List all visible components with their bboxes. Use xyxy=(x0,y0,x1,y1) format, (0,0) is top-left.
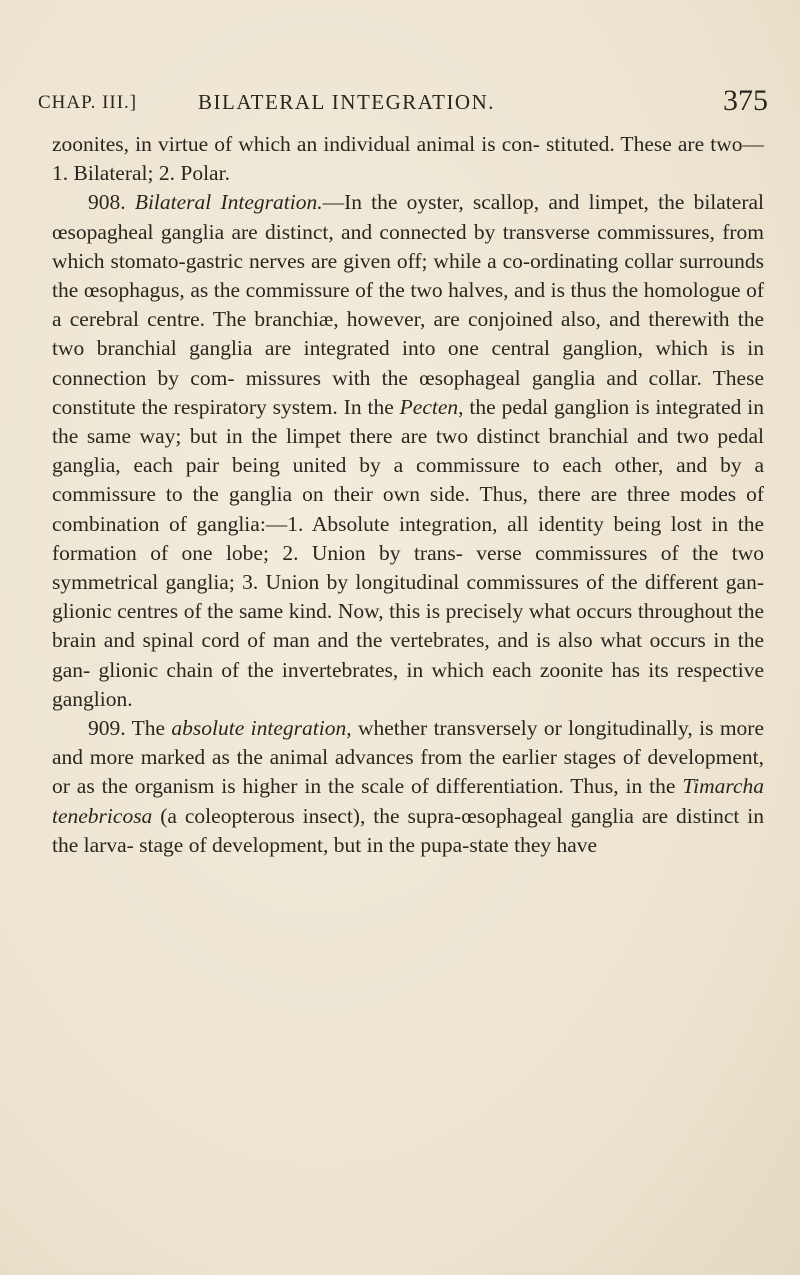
paragraph-908 xyxy=(52,188,764,714)
paragraph-text: , whether transversely or longitudinally, is more and more marked as the animal advances from the earlier stages of development, or as the organism is higher in the scale of differentiation. Thus, in the xyxy=(52,716,764,799)
paragraph-text: The xyxy=(125,716,172,741)
species-name: Timarcha tenebricosa xyxy=(52,774,764,828)
chapter-label: CHAP. III.] xyxy=(38,92,138,113)
body-text xyxy=(52,130,764,860)
continuation-text: zoonites, in virtue of which an individual animal is con- stituted. These are two—1. Bilateral; 2. Polar. xyxy=(52,132,764,186)
running-title: BILATERAL INTEGRATION. xyxy=(198,90,496,114)
genus-name: Pecten xyxy=(399,394,459,419)
section-number: 909. xyxy=(88,716,126,741)
section-number: 908. xyxy=(88,190,126,215)
paragraph-text: (a coleopterous insect), the supra-œsophageal ganglia are distinct in the larva- stage of development, but in the pupa-state they have xyxy=(52,803,764,857)
section-title: Bilateral Integration. xyxy=(134,190,323,215)
page-header xyxy=(38,84,768,124)
paragraph-text: —In the oyster, scallop, and limpet, the bilateral œsopagheal ganglia are distinct, and connected by transverse commissures, from which stomato-gastric nerves are given off; while a co-ordinating collar surrounds the œsophagus, as the commissure of the two halves, and is thus the homologue of a cerebral centre. The branchiæ, however, are conjoined also, and therewith the two branchial ganglia are integrated into one central ganglion, which is in connection by com- missures with the œsophageal ganglia and collar. These constitute the respiratory system. In the xyxy=(52,190,764,419)
paragraph-text: , the pedal ganglion is integrated in the same way; but in the limpet there are two distinct branchial and two pedal ganglia, each pair being united by a commissure to each other, and by a commissure to the ganglia on their own side. Thus, there are three modes of combination of ganglia:—1. Absolute integration, all identity being lost in the formation of one lobe; 2. Union by trans- verse commissures of the two symmetrical ganglia; 3. Union by longitudinal commissures of the different gan- glionic centres of the same kind. Now, this is precisely what occurs throughout the brain and spinal cord of man and the vertebrates, and is also what occurs in the gan- glionic chain of the invertebrates, in which each zoonite has its respective ganglion. xyxy=(52,394,765,711)
paragraph-continuation xyxy=(52,130,764,188)
key-term: absolute integration xyxy=(171,716,347,741)
paragraph-909 xyxy=(52,714,764,860)
page-number: 375 xyxy=(723,84,768,117)
